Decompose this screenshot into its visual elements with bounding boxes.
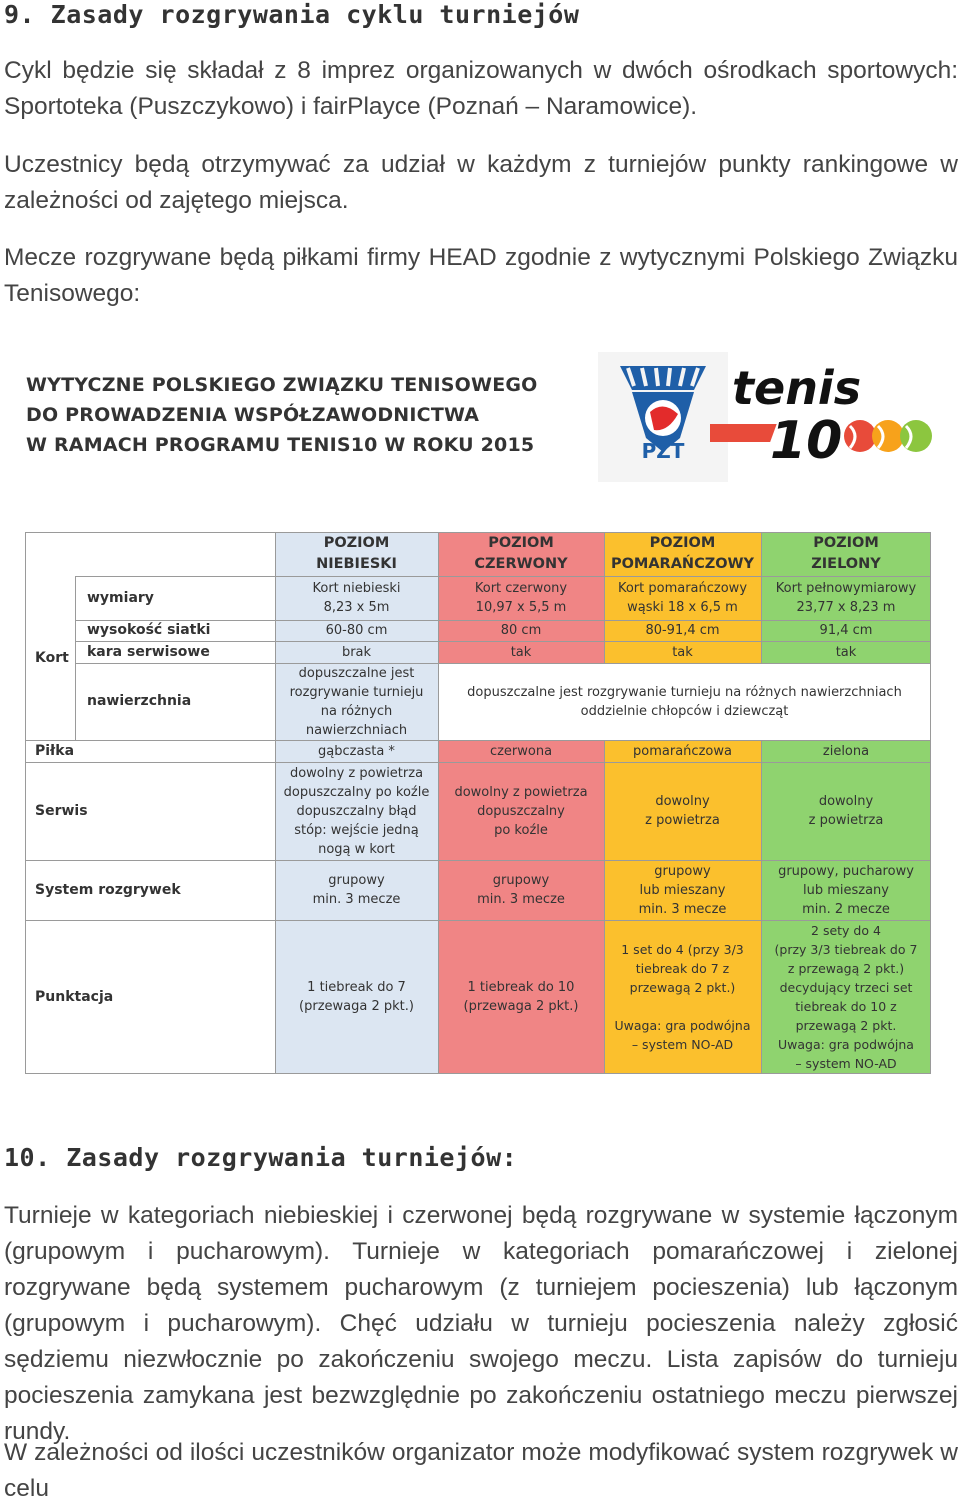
- col-header-orange: POZIOM POMARAŃCZOWY: [610, 535, 755, 572]
- cell-system-red: grupowy min. 3 mecze: [477, 873, 565, 907]
- guidelines-header-line: DO PROWADZENIA WSPÓŁZAWODNICTWA: [26, 404, 480, 426]
- cell-system-blue: grupowy min. 3 mecze: [312, 873, 401, 907]
- row-label-siatka: wysokość siatki: [87, 622, 211, 638]
- cell-punktacja-red: 1 tiebreak do 10 (przewaga 2 pkt.): [463, 980, 579, 1014]
- section-10-heading: 10. Zasady rozgrywania turniejów:: [4, 1143, 518, 1172]
- grid-line: [604, 740, 605, 1074]
- section-10-paragraph-2: W zależności od ilości uczestników organizator może modyfikować system rozgrywek w celu: [4, 1439, 958, 1502]
- cell-pilka-blue: gąbczasta *: [318, 743, 395, 759]
- cell-wymiary-red: Kort czerwony 10,97 x 5,5 m: [474, 581, 568, 615]
- cell-kara-red: tak: [510, 644, 532, 660]
- col-header-green: POZIOM ZIELONY: [811, 535, 881, 572]
- cell-punktacja-green: 2 sety do 4 (przy 3/3 tiebreak do 7 z przewagą 2 pkt.) decydujący trzeci set tiebreak do 10 z przewagą 2 pkt. Uwaga: gra podwójna – system NO-AD: [774, 923, 918, 1071]
- section-9-paragraph-1: Cykl będzie się składał z 8 imprez organizowanych w dwóch ośrodkach sportowych: Sportoteka (Puszczykowo) i fairPlayce (Poznań – Naramowice).: [4, 57, 958, 120]
- row-label-punktacja: Punktacja: [35, 988, 114, 1005]
- grid-line: [761, 740, 762, 1074]
- grid-line: [25, 532, 931, 533]
- section-9-paragraph-3: Mecze rozgrywane będą piłkami firmy HEAD zgodnie z wytycznymi Polskiego Związku Tenisowego:: [4, 244, 958, 307]
- cell-wymiary-green: Kort pełnowymiarowy 23,77 x 8,23 m: [775, 581, 917, 615]
- grid-line: [75, 641, 931, 642]
- grid-line: [25, 860, 931, 861]
- grid-line: [930, 532, 931, 1074]
- cell-pilka-green: zielona: [822, 743, 870, 759]
- pzt-logo: [598, 352, 728, 482]
- cell-serwis-red: dowolny z powietrza dopuszczalny po koźle: [454, 784, 588, 838]
- cell-punktacja-blue: 1 tiebreak do 7 (przewaga 2 pkt.): [299, 980, 414, 1014]
- section-9-paragraph-2: Uczestnicy będą otrzymywać za udział w każdym z turniejów punkty rankingowe w zależności od zajętego miejsca.: [4, 151, 958, 214]
- cell-siatka-orange: 80-91,4 cm: [645, 623, 720, 638]
- row-label-kara: kara serwisowe: [87, 643, 210, 660]
- cell-wymiary-blue: Kort niebieski 8,23 x 5m: [312, 581, 401, 615]
- row-label-wymiary: wymiary: [87, 589, 154, 606]
- row-label-pilka: Piłka: [35, 742, 75, 759]
- cell-kara-blue: brak: [341, 644, 372, 660]
- guidelines-header-line: W RAMACH PROGRAMU TENIS10 W ROKU 2015: [26, 434, 535, 456]
- grid-line: [275, 532, 276, 1074]
- grid-line: [604, 532, 605, 663]
- cell-kara-green: tak: [835, 644, 857, 660]
- guidelines-header-line: WYTYCZNE POLSKIEGO ZWIĄZKU TENISOWEGO: [26, 374, 538, 396]
- grid-line: [25, 1073, 931, 1074]
- grid-line: [25, 740, 931, 741]
- col-header-red: POZIOM CZERWONY: [474, 535, 568, 572]
- cell-siatka-green: 91,4 cm: [819, 623, 873, 638]
- row-label-system: System rozgrywek: [35, 881, 181, 898]
- section-9-heading: 9. Zasady rozgrywania cyklu turniejów: [4, 0, 580, 29]
- grid-line: [75, 663, 931, 664]
- row-label-nawierzchnia: nawierzchnia: [87, 693, 192, 709]
- cell-pilka-red: czerwona: [489, 743, 553, 759]
- grid-line: [761, 532, 762, 663]
- cell-punktacja-orange: 1 set do 4 (przy 3/3 tiebreak do 7 z przewagą 2 pkt.) Uwaga: gra podwójna – system NO-AD: [614, 942, 751, 1052]
- row-label-kort: Kort: [35, 649, 69, 666]
- cell-kara-orange: tak: [672, 644, 693, 660]
- cell-serwis-green: dowolny z powietrza: [808, 794, 884, 828]
- grid-line: [25, 762, 931, 763]
- grid-line: [25, 532, 26, 1074]
- cell-system-orange: grupowy lub mieszany min. 3 mecze: [638, 863, 727, 917]
- tenis10-logo-number: 10: [770, 411, 843, 470]
- grid-line: [75, 576, 931, 577]
- pzt-logo-text: PZT: [641, 439, 685, 463]
- section-10-paragraph-1: Turnieje w kategoriach niebieskiej i czerwonej będą rozgrywane w systemie łączonym (grupowym i pucharowym). Turnieje w kategoriach pomarańczowej i zielonej rozgrywane będą systemem pucharowym (z turniejem pocieszenia) lub łączonym (grupowym i pucharowym). Chęć udziału w turnieju pocieszenia należy zgłosić sędziemu niezwłocznie po zakończeniu swojego meczu. Lista zapisów do turnieju pocieszenia zamykana jest bezwzględnie po zakończeniu ostatniego meczu pierwszej rundy.: [4, 1202, 958, 1445]
- tenis10-logo-word: tenis: [732, 361, 862, 415]
- cell-wymiary-orange: Kort pomarańczowy wąski 18 x 6,5 m: [617, 581, 748, 615]
- cell-nawierzchnia-blue: dopuszczalne jest rozgrywanie turnieju na różnych nawierzchniach: [289, 665, 424, 738]
- cell-nawierzchnia-merged: dopuszczalne jest rozgrywanie turnieju na różnych nawierzchniach oddzielnie chłopców i dziewcząt: [467, 684, 902, 719]
- guidelines-table: [25, 532, 931, 1074]
- cell-siatka-blue: 60-80 cm: [325, 623, 388, 638]
- tenis10-logo: [710, 360, 940, 470]
- cell-pilka-orange: pomarańczowa: [633, 743, 732, 759]
- pzt-logo-icon: [598, 352, 728, 482]
- cell-serwis-blue: dowolny z powietrza dopuszczalny po koźle dopuszczalny błąd stóp: wejście jedną nogą w kort: [283, 765, 430, 857]
- grid-line: [25, 920, 931, 921]
- grid-line: [75, 576, 76, 740]
- guidelines-header: [26, 370, 538, 460]
- grid-line: [438, 532, 439, 1074]
- cell-siatka-red: 80 cm: [500, 623, 542, 638]
- row-label-serwis: Serwis: [35, 802, 88, 819]
- tenis10-logo-icon: [710, 360, 940, 470]
- cell-system-green: grupowy, pucharowy lub mieszany min. 2 mecze: [778, 863, 914, 917]
- grid-line: [75, 620, 931, 621]
- col-header-blue: POZIOM NIEBIESKI: [316, 535, 397, 572]
- cell-serwis-orange: dowolny z powietrza: [645, 794, 720, 828]
